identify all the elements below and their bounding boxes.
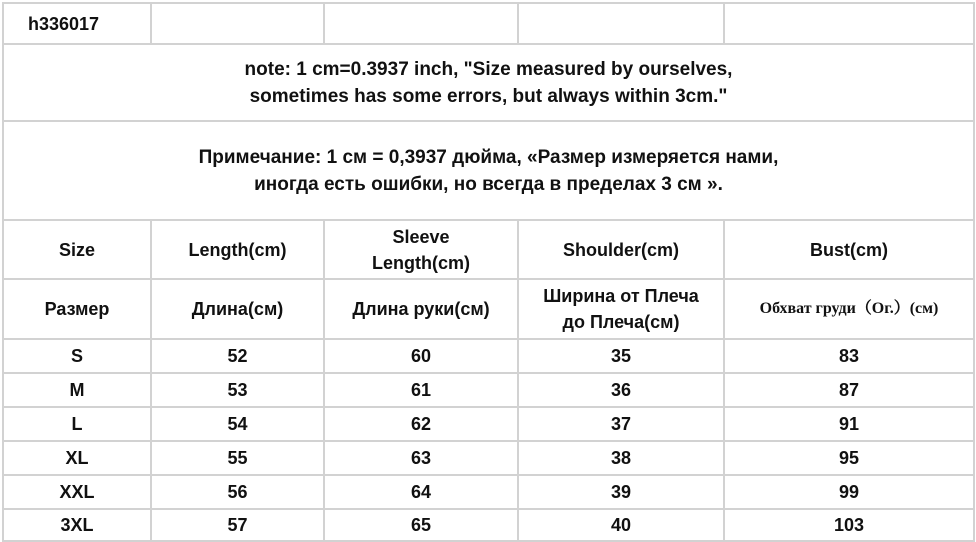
cell-length: 56 <box>151 475 324 509</box>
cell-bust: 103 <box>724 509 974 541</box>
cell-sleeve: 63 <box>324 441 518 475</box>
cell-shoulder: 38 <box>518 441 724 475</box>
note-english-line: sometimes has some errors, but always within 3cm." <box>249 85 728 107</box>
cell-length: 54 <box>151 407 324 441</box>
note-russian-line: иногда есть ошибки, но всегда в пределах 3 см ». <box>254 173 723 195</box>
header-size: Size <box>3 220 151 279</box>
header-ru-row <box>3 279 974 339</box>
cell-length: 55 <box>151 441 324 475</box>
table-row <box>3 441 974 475</box>
header-en-row <box>3 220 974 279</box>
note-english <box>3 44 974 121</box>
note-en-row <box>3 44 974 121</box>
note-russian-line: Примечание: 1 см = 0,3937 дюйма, «Размер измеряется нами, <box>198 146 779 168</box>
cell-shoulder: 40 <box>518 509 724 541</box>
header-ru-shoulder <box>518 279 724 339</box>
cell-sleeve: 65 <box>324 509 518 541</box>
empty-cell <box>151 3 324 44</box>
empty-cell <box>324 3 518 44</box>
cell-sleeve: 64 <box>324 475 518 509</box>
cell-sleeve: 61 <box>324 373 518 407</box>
product-code: h336017 <box>3 3 151 44</box>
header-ru-length: Длина(см) <box>151 279 324 339</box>
table-row <box>3 509 974 541</box>
note-russian <box>3 121 974 220</box>
cell-size: XL <box>3 441 151 475</box>
cell-bust: 83 <box>724 339 974 373</box>
note-english-line: note: 1 cm=0.3937 inch, "Size measured by ourselves, <box>244 58 733 80</box>
header-ru-shoulder-line: Ширина от Плеча <box>543 286 699 306</box>
header-shoulder: Shoulder(cm) <box>518 220 724 279</box>
cell-length: 52 <box>151 339 324 373</box>
cell-size: S <box>3 339 151 373</box>
cell-bust: 95 <box>724 441 974 475</box>
note-ru-row <box>3 121 974 220</box>
header-sleeve-line: Sleeve <box>392 226 450 247</box>
code-row <box>3 3 974 44</box>
header-length: Length(cm) <box>151 220 324 279</box>
cell-shoulder: 39 <box>518 475 724 509</box>
header-ru-sleeve: Длина руки(см) <box>324 279 518 339</box>
table-row <box>3 373 974 407</box>
header-bust: Bust(cm) <box>724 220 974 279</box>
cell-sleeve: 60 <box>324 339 518 373</box>
cell-size: M <box>3 373 151 407</box>
cell-size: 3XL <box>3 509 151 541</box>
header-ru-shoulder-line: до Плеча(см) <box>562 312 680 332</box>
cell-shoulder: 36 <box>518 373 724 407</box>
table-row <box>3 339 974 373</box>
header-ru-bust: Обхват груди（Ог.）(см) <box>724 279 974 339</box>
table-row <box>3 407 974 441</box>
cell-bust: 99 <box>724 475 974 509</box>
cell-size: L <box>3 407 151 441</box>
cell-shoulder: 35 <box>518 339 724 373</box>
header-sleeve-line: Length(cm) <box>372 252 470 273</box>
cell-shoulder: 37 <box>518 407 724 441</box>
cell-bust: 91 <box>724 407 974 441</box>
header-sleeve-length <box>324 220 518 279</box>
cell-length: 57 <box>151 509 324 541</box>
size-chart-table <box>2 2 975 542</box>
cell-bust: 87 <box>724 373 974 407</box>
empty-cell <box>724 3 974 44</box>
table-row <box>3 475 974 509</box>
cell-sleeve: 62 <box>324 407 518 441</box>
empty-cell <box>518 3 724 44</box>
header-ru-size: Размер <box>3 279 151 339</box>
cell-size: XXL <box>3 475 151 509</box>
cell-length: 53 <box>151 373 324 407</box>
